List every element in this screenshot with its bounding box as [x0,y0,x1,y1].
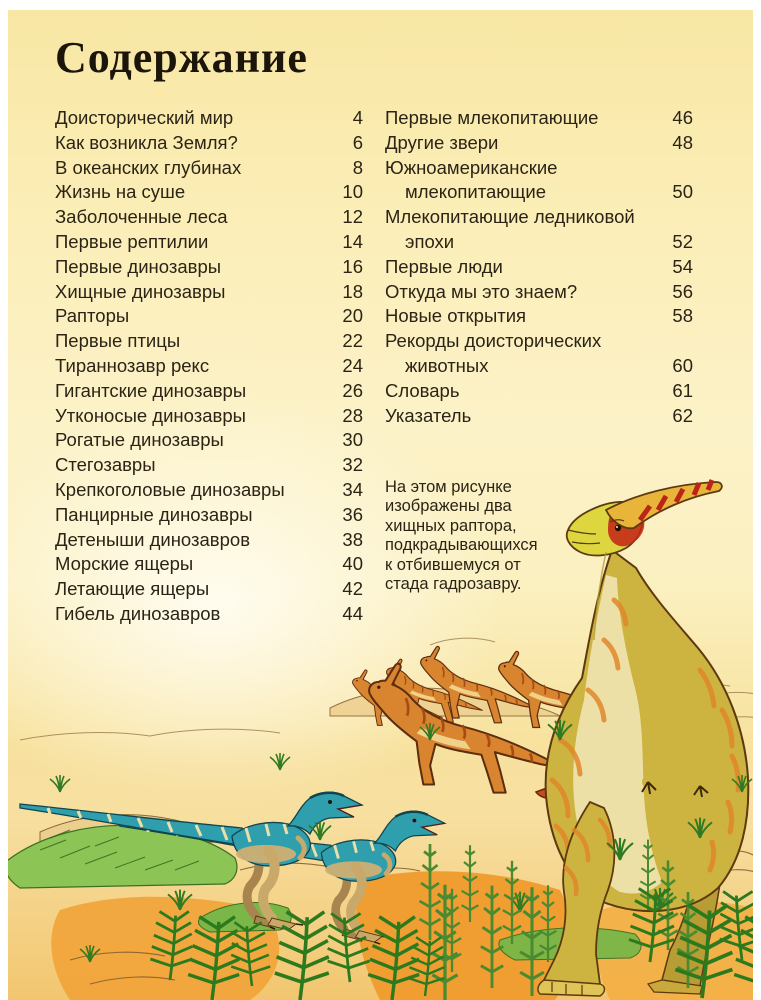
toc-entry-page: 52 [672,230,693,252]
toc-entry-page: 40 [342,553,363,575]
toc-entry-label: Гигантские динозавры [55,379,247,401]
toc-entry-page: 30 [342,429,363,451]
toc-entry-page: 20 [342,305,363,327]
toc-entry [55,106,363,131]
toc-entry-label: Утконосые динозавры [55,404,246,426]
toc-entry-page: 16 [342,255,363,277]
dinosaur-illustration [8,440,753,1000]
illustration-caption: На этом рисунке изображены два хищных раптора, подкрадывающихся к отбившемуся от стада гадрозавру. [385,478,538,594]
toc-entry [385,205,693,255]
toc-entry-page: 58 [672,305,693,327]
toc-entry [55,205,363,230]
toc-entry-label: Другие звери [385,131,499,153]
toc-entry [55,180,363,205]
toc-right-column [385,106,693,428]
toc-entry-page: 50 [672,181,693,203]
toc-entry-label: Откуда мы это знаем? [385,280,578,302]
toc-entry-label: Новые открытия [385,305,527,327]
toc-entry-page: 54 [672,255,693,277]
toc-entry [55,304,363,329]
toc-entry-label: Первые млекопитающие [385,107,599,128]
toc-entry [385,106,693,131]
toc-entry-label: Заболоченные леса [55,206,228,228]
toc-entry-label: Словарь [385,379,460,401]
toc-entry [385,404,693,429]
toc-entry-label: Как возникла Земля? [55,131,238,153]
toc-entry-label: Первые рептилии [55,230,209,252]
toc-entry [385,131,693,156]
toc-entry-label: Панцирные динозавры [55,503,253,525]
toc-entry-label: Первые птицы [55,330,181,352]
toc-entry-label: Гибель динозавров [55,602,221,624]
toc-entry-page: 36 [342,503,363,525]
toc-entry-label: Рапторы [55,305,130,327]
toc-entry-page: 26 [342,379,363,401]
toc-entry-page: 48 [672,131,693,153]
toc-entry-label: Указатель [385,404,472,426]
toc-entry-label: В океанских глубинах [55,156,242,178]
toc-entry-label: Первые люди [385,255,503,277]
toc-entry-label: Южноамериканские млекопитающие [385,156,558,203]
toc-entry [55,354,363,379]
toc-entry-page: 4 [352,107,363,128]
toc-entry-label: Рогатые динозавры [55,429,224,451]
toc-entry [55,329,363,354]
toc-entry-label: Морские ящеры [55,553,194,575]
page-title: Содержание [55,33,308,82]
toc-entry-page: 12 [342,206,363,228]
toc-entry [385,379,693,404]
toc-entry [385,304,693,329]
toc-entry-page: 6 [352,131,363,153]
toc-entry [55,379,363,404]
toc-entry-page: 61 [672,379,693,401]
toc-entry-label: Стегозавры [55,454,156,476]
toc-entry-page: 44 [342,602,363,624]
toc-entry-page: 10 [342,181,363,203]
toc-entry-page: 38 [342,528,363,550]
toc-entry-page: 28 [342,404,363,426]
toc-entry-label: Млекопитающие ледниковой эпохи [385,206,635,252]
toc-entry-page: 60 [672,354,693,376]
toc-entry-page: 32 [342,454,363,476]
toc-entry [55,131,363,156]
toc-entry [55,230,363,255]
toc-entry-page: 42 [342,578,363,600]
toc-entry [55,255,363,280]
toc-entry-label: Летающие ящеры [55,578,210,600]
toc-entry [385,156,693,206]
toc-entry-page: 18 [342,280,363,302]
toc-entry [55,280,363,305]
toc-entry-label: Рекорды доисторических животных [385,330,602,376]
toc-entry [385,329,693,379]
toc-entry-label: Детеныши динозавров [55,528,251,550]
toc-entry-page: 62 [672,404,693,426]
toc-entry-label: Тираннозавр рекс [55,354,210,376]
toc-entry-page: 14 [342,230,363,252]
toc-entry-label: Жизнь на суше [55,181,186,203]
toc-entry-label: Хищные динозавры [55,280,226,302]
toc-entry-page: 34 [342,478,363,500]
toc-entry-page: 8 [352,156,363,178]
toc-entry [55,404,363,429]
toc-entry [385,280,693,305]
toc-entry-label: Крепкоголовые динозавры [55,478,285,500]
toc-entry [385,255,693,280]
toc-entry [55,156,363,181]
toc-entry-page: 24 [342,354,363,376]
toc-entry-page: 56 [672,280,693,302]
page-background [8,10,753,1000]
toc-entry-page: 46 [672,107,693,128]
toc-entry-label: Первые динозавры [55,255,222,277]
toc-entry-page: 22 [342,330,363,352]
toc-entry-label: Доисторический мир [55,107,234,128]
